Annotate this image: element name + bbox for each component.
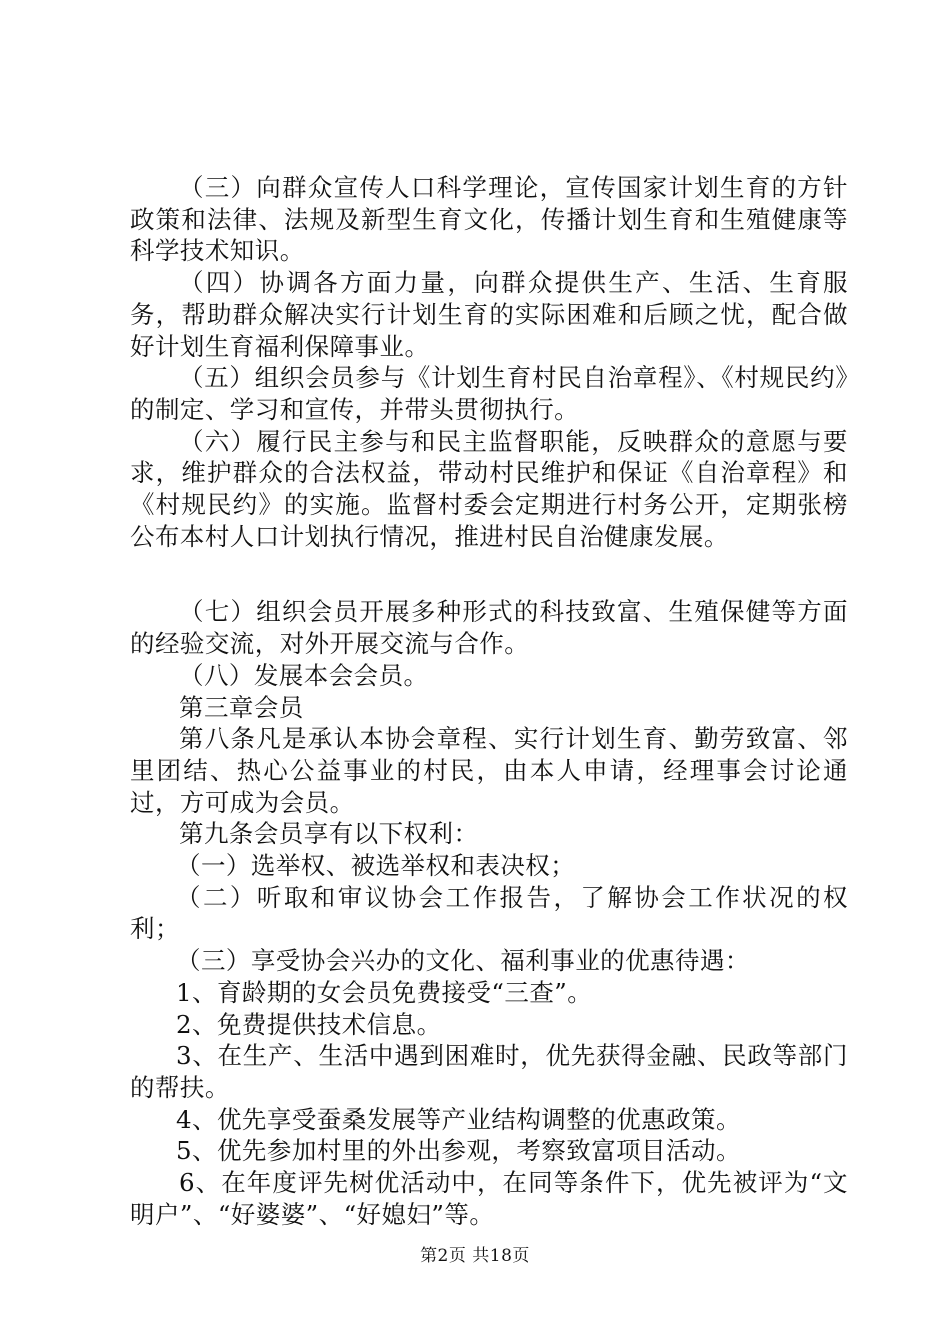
benefit-item-3: 3、在生产、生活中遇到困难时，优先获得金融、民政等部门的帮扶。 [130, 1041, 848, 1102]
paragraph-8-membership-growth: （八）发展本会会员。 [179, 660, 429, 690]
page-footer: 第2页 共18页 [420, 1246, 530, 1266]
right-3-benefits: （三）享受协会兴办的文化、福利事业的优惠待遇： [176, 946, 750, 976]
benefit-item-6: 6、在年度评先树优活动中，在同等条件下，优先被评为“文明户”、“好婆婆”、“好媳妇”等。 [130, 1168, 848, 1229]
right-2-reports: （二）听取和审议协会工作报告，了解协会工作状况的权利； [130, 882, 848, 944]
benefit-item-4: 4、优先享受蚕桑发展等产业结构调整的优惠政策。 [176, 1104, 741, 1134]
paragraph-3-propaganda: （三）向群众宣传人口科学理论，宣传国家计划生育的方针政策和法律、法规及新型生育文化，传播计划生育和生殖健康等科学技术知识。 [130, 173, 848, 266]
right-1-voting: （一）选举权、被选举权和表决权； [176, 851, 576, 881]
paragraph-7-exchange: （七）组织会员开展多种形式的科技致富、生殖保健等方面的经验交流，对外开展交流与合作。 [130, 597, 848, 659]
paragraph-4-coordination: （四）协调各方面力量，向群众提供生产、生活、生育服务，帮助群众解决实行计划生育的实际困难和后顾之忧，配合做好计划生育福利保障事业。 [130, 268, 848, 361]
article-8: 第八条凡是承认本协会章程、实行计划生育、勤劳致富、邻里团结、热心公益事业的村民，由本人申请，经理事会讨论通过，方可成为会员。 [130, 724, 848, 817]
benefit-item-5: 5、优先参加村里的外出参观，考察致富项目活动。 [176, 1136, 741, 1166]
benefit-item-2: 2、免费提供技术信息。 [176, 1009, 442, 1039]
paragraph-5-village-rules: （五）组织会员参与《计划生育村民自治章程》、《村规民约》的制定、学习和宣传，并带头贯彻执行。 [130, 363, 848, 424]
document-body [130, 172, 848, 1231]
article-9: 第九条会员享有以下权利： [179, 819, 479, 849]
paragraph-gap [130, 552, 848, 596]
paragraph-6-supervision: （六）履行民主参与和民主监督职能，反映群众的意愿与要求，维护群众的合法权益，带动村民维护和保证《自治章程》和《村规民约》的实施。监督村委会定期进行村务公开，定期张榜公布本村人口计划执行情况，推进村民自治健康发展。 [130, 426, 848, 551]
benefit-item-1: 1、育龄期的女会员免费接受“三查”。 [176, 977, 593, 1007]
chapter-heading: 第三章会员 [179, 692, 304, 722]
